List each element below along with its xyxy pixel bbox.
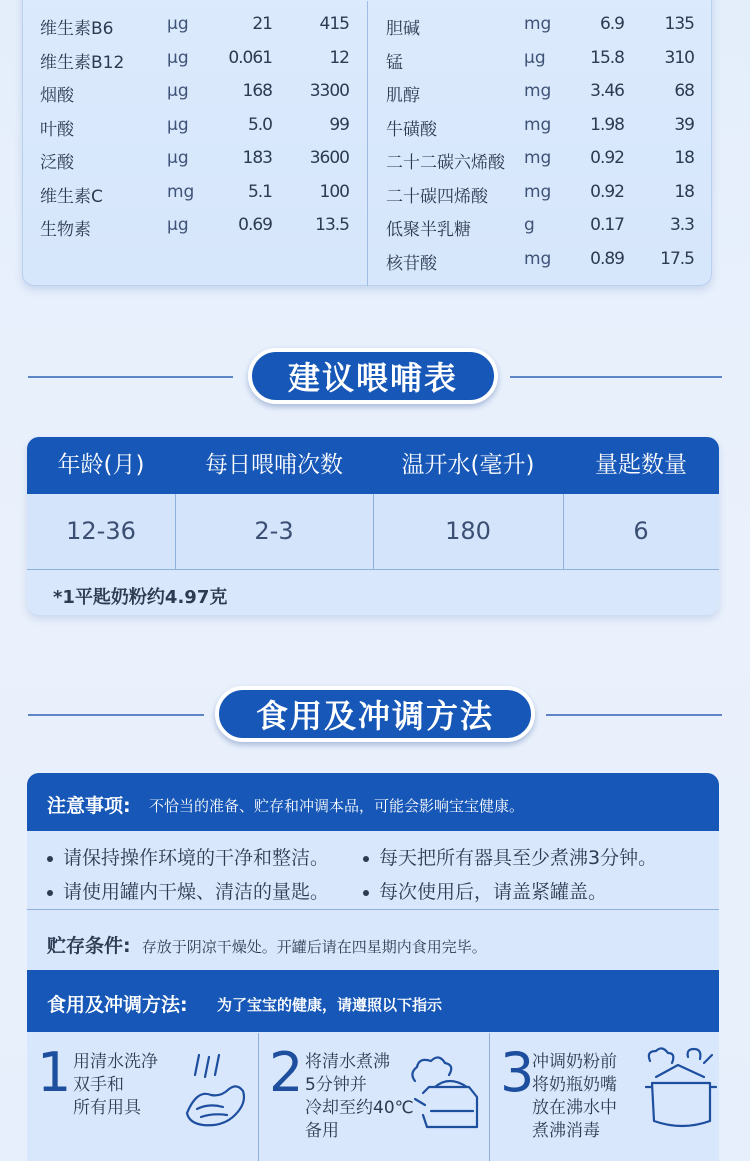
- nutrient-name: 肌醇: [386, 86, 420, 106]
- cell-divider: [563, 494, 564, 569]
- cell-divider: [175, 494, 176, 569]
- nutrient-value: 0.061: [228, 47, 272, 68]
- nutrient-max: 18: [674, 181, 694, 202]
- nutrient-max: 39: [674, 114, 694, 135]
- nutrition-divider: [367, 1, 368, 286]
- nutrient-name: 泛酸: [40, 153, 74, 173]
- step-2: [259, 1033, 489, 1161]
- nutrient-unit: μg: [167, 148, 189, 168]
- nutrient-value: 0.92: [590, 181, 624, 202]
- nutrient-max: 310: [664, 47, 694, 68]
- nutrient-name: 烟酸: [40, 86, 74, 106]
- step-number: 3: [500, 1041, 535, 1104]
- nutrient-max: 135: [664, 14, 694, 34]
- nutrient-value: 0.17: [590, 215, 624, 235]
- storage-label: 贮存条件:: [47, 935, 131, 957]
- feeding-title: 建议喂哺表: [248, 348, 498, 404]
- scoop-note: *1平匙奶粉约4.97克: [53, 587, 228, 608]
- caution-bar: [27, 773, 719, 831]
- nutrition-row: [0, 215, 750, 239]
- caution-label: 注意事项:: [47, 795, 131, 817]
- usage-card: [27, 773, 719, 1161]
- nutrition-row: [0, 148, 750, 172]
- nutrition-row: [0, 249, 750, 273]
- cell-scoops: 6: [633, 517, 649, 545]
- row-divider: [27, 569, 719, 570]
- nutrition-table-card: [22, 0, 712, 286]
- nutrient-max: 68: [674, 81, 694, 101]
- nutrient-name: 二十二碳六烯酸: [386, 153, 505, 173]
- feeding-table: [27, 437, 719, 615]
- nutrient-max: 3600: [309, 148, 349, 168]
- row-divider: [27, 909, 719, 910]
- bullet-icon: [47, 890, 53, 896]
- nutrient-name: 锰: [386, 52, 403, 73]
- nutrient-value: 168: [242, 81, 272, 101]
- storage-text: 存放于阴凉干燥处。开罐后请在四星期内食用完毕。: [141, 938, 487, 956]
- nutrient-unit: mg: [524, 148, 552, 168]
- cell-age: 12-36: [66, 517, 136, 545]
- nutrient-name: 生物素: [40, 220, 91, 240]
- nutrient-name: 维生素B6: [40, 19, 114, 39]
- divider-line: [510, 376, 722, 378]
- list-item: 请使用罐内干燥、清洁的量匙。: [47, 877, 329, 904]
- cell-times: 2-3: [254, 517, 294, 545]
- caution-text: 不恰当的准备、贮存和冲调本品，可能会影响宝宝健康。: [149, 797, 525, 815]
- nutrient-value: 5.0: [247, 114, 272, 135]
- step-text: 将清水煮沸 5分钟并 冷却至约40℃ 备用: [305, 1052, 414, 1141]
- divider-line: [546, 714, 722, 716]
- nutrient-unit: μg: [167, 14, 189, 34]
- nutrient-value: 21: [252, 14, 272, 34]
- nutrient-unit: μg: [167, 81, 189, 101]
- nutrient-unit: μg: [524, 47, 546, 68]
- nutrient-unit: g: [524, 215, 535, 235]
- bullet-icon: [47, 856, 53, 862]
- kettle-icon: [409, 1053, 487, 1137]
- header-age: 年龄(月): [57, 452, 145, 478]
- nutrient-name: 维生素B12: [40, 52, 125, 73]
- step-number: 2: [269, 1041, 304, 1104]
- feeding-section-header: [0, 348, 750, 408]
- step-number: 1: [37, 1041, 72, 1104]
- bullet-icon: [363, 856, 369, 862]
- hand-wash-icon: [177, 1053, 253, 1133]
- method-label: 食用及冲调方法:: [47, 994, 188, 1016]
- nutrition-row: [0, 48, 750, 72]
- nutrient-value: 0.69: [238, 215, 272, 235]
- nutrient-max: 13.5: [315, 215, 349, 235]
- storage-conditions: [47, 931, 487, 958]
- nutrient-name: 牛磺酸: [386, 119, 437, 140]
- divider-line: [28, 376, 233, 378]
- cell-water: 180: [445, 517, 491, 545]
- step-3: [490, 1033, 719, 1161]
- nutrient-max: 3300: [309, 81, 349, 101]
- list-item: 请保持操作环境的干净和整洁。: [47, 843, 329, 870]
- nutrient-value: 3.46: [590, 81, 624, 101]
- usage-section-header: [0, 686, 750, 746]
- nutrient-max: 12: [329, 47, 349, 68]
- nutrient-max: 17.5: [660, 248, 694, 269]
- nutrition-row: [0, 81, 750, 105]
- nutrient-unit: μg: [167, 114, 189, 135]
- nutrition-row: [0, 115, 750, 139]
- nutrient-value: 5.1: [247, 181, 272, 202]
- nutrient-value: 15.8: [590, 47, 624, 68]
- nutrition-row: [0, 182, 750, 206]
- nutrient-name: 叶酸: [40, 119, 74, 140]
- cell-divider: [373, 494, 374, 569]
- nutrient-name: 维生素C: [40, 186, 103, 207]
- nutrient-unit: mg: [524, 81, 552, 101]
- nutrient-unit: mg: [524, 181, 552, 202]
- nutrient-unit: μg: [167, 47, 189, 68]
- step-1: [27, 1033, 257, 1161]
- nutrient-unit: mg: [524, 14, 552, 34]
- nutrient-value: 0.89: [590, 248, 624, 269]
- step-text: 用清水洗净 双手和 所有用具: [73, 1052, 158, 1118]
- divider-line: [28, 714, 204, 716]
- nutrient-unit: mg: [524, 114, 552, 135]
- list-item: 每次使用后，请盖紧罐盖。: [363, 877, 607, 904]
- list-item: 每天把所有器具至少煮沸3分钟。: [363, 843, 657, 870]
- method-bar: [27, 970, 719, 1032]
- bullet-icon: [363, 890, 369, 896]
- nutrient-name: 胆碱: [386, 19, 420, 39]
- header-times: 每日喂哺次数: [205, 452, 343, 478]
- feeding-table-header: [27, 437, 719, 494]
- nutrient-max: 100: [319, 181, 349, 202]
- nutrient-unit: μg: [167, 215, 189, 235]
- usage-title: 食用及冲调方法: [215, 686, 535, 742]
- nutrient-value: 6.9: [599, 14, 624, 34]
- nutrient-value: 183: [242, 148, 272, 168]
- header-scoops: 量匙数量: [595, 452, 687, 478]
- nutrient-value: 1.98: [590, 114, 624, 135]
- nutrient-max: 18: [674, 148, 694, 168]
- nutrient-max: 99: [329, 114, 349, 135]
- nutrient-value: 0.92: [590, 148, 624, 168]
- nutrient-unit: mg: [167, 181, 195, 202]
- nutrient-name: 低聚半乳糖: [386, 220, 471, 240]
- nutrient-name: 二十碳四烯酸: [386, 186, 488, 207]
- header-water: 温开水(毫升): [401, 452, 535, 478]
- nutrition-row: [0, 14, 750, 38]
- nutrient-name: 核苷酸: [386, 253, 437, 274]
- step-text: 冲调奶粉前 将奶瓶奶嘴 放在沸水中 煮沸消毒: [532, 1052, 617, 1141]
- method-text: 为了宝宝的健康，请遵照以下指示: [217, 996, 443, 1014]
- nutrient-max: 3.3: [669, 215, 694, 235]
- nutrient-unit: mg: [524, 248, 552, 269]
- nutrient-max: 415: [319, 14, 349, 34]
- boiling-pot-icon: [642, 1047, 718, 1133]
